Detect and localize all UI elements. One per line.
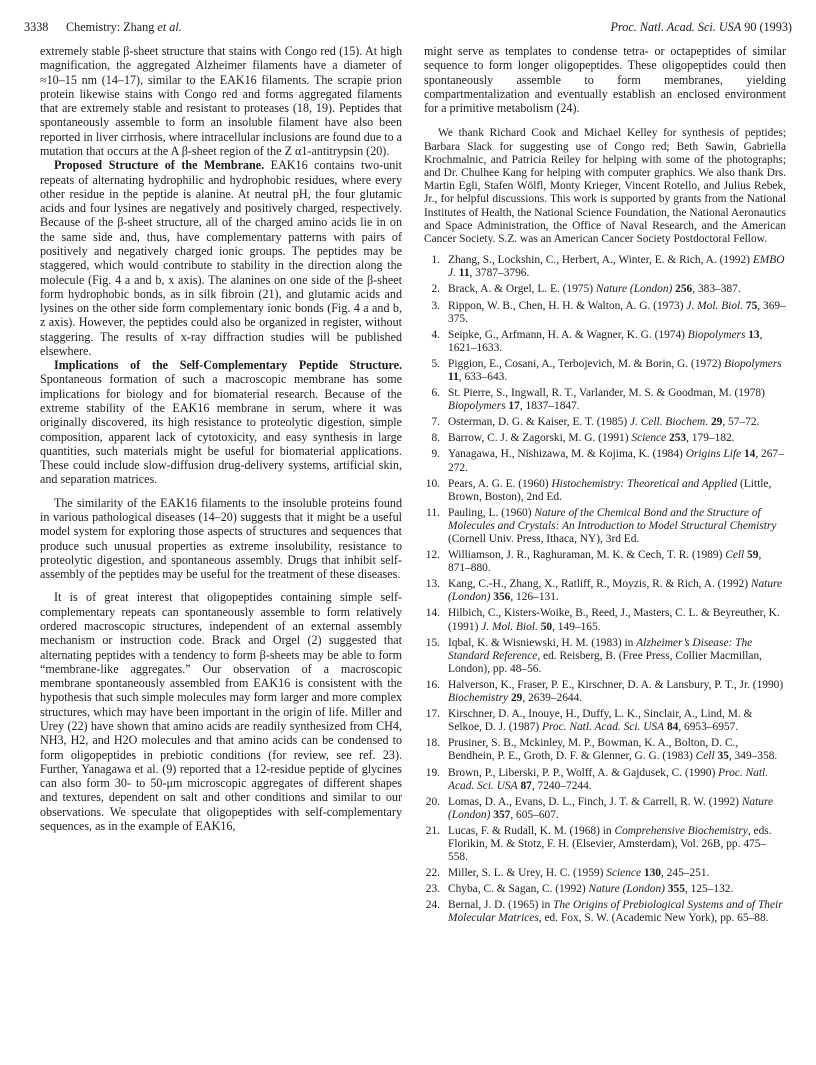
- reference-journal: Biopolymers: [687, 328, 746, 341]
- reference-item: [424, 507, 786, 546]
- reference-volume: 356: [490, 591, 511, 604]
- references-list: [424, 254, 786, 925]
- reference-authors: Piggion, E., Cosani, A., Terbojevich, M. & Borin, G. (1972): [448, 357, 725, 370]
- reference-item: [424, 899, 786, 925]
- reference-authors: Chyba, C. & Sagan, C. (1992): [448, 883, 589, 896]
- paragraph-implications: [40, 358, 402, 487]
- reference-pages: (Little, Brown, Boston), 2nd Ed.: [448, 477, 772, 503]
- reference-pages: , 149–165.: [552, 620, 601, 633]
- reference-number: 3.: [431, 299, 440, 312]
- reference-journal: Science: [631, 432, 667, 445]
- reference-number: 8.: [431, 432, 440, 445]
- reference-pages: , 3787–3796.: [469, 267, 530, 280]
- reference-number: 22.: [425, 867, 440, 880]
- reference-item: [424, 329, 786, 355]
- reference-number: 23.: [425, 883, 440, 896]
- reference-item: [424, 254, 786, 280]
- paragraph-structure: [40, 158, 402, 358]
- reference-authors: Iqbal, K. & Wisniewski, H. M. (1983) in: [448, 636, 637, 649]
- reference-volume: 14: [741, 448, 756, 461]
- reference-pages: , 871–880.: [448, 549, 762, 575]
- reference-journal: Cell: [725, 549, 745, 562]
- reference-item: [424, 578, 786, 604]
- reference-number: 15.: [425, 636, 440, 649]
- reference-volume: 13: [745, 328, 760, 341]
- acknowledgments: We thank Richard Cook and Michael Kelley for synthesis of peptides; Barbara Slack for suggesting use of Congo red; Beth Sawin, Gabriella Krochmalnic, and Patricia Reiley for helping with some of the photographs; and Dr. Chulhee Kang for helping with computer graphics. We also thank Drs. Martin Egli, Stafen Wölfl, Monty Krieger, Vincent Rotello, and Julius Rebek, Jr., for helpful discussions. This work is supported by grants from the National Institutes of Health, the National Science Foundation, the National Aeronautics and Space Administration, the Office of Naval Research, and the American Cancer Society. S.Z. was an American Cancer Society Postdoctoral Fellow.: [424, 127, 786, 246]
- reference-authors: Lucas, F. & Rudall, K. M. (1968) in: [448, 824, 615, 837]
- reference-volume: 130: [641, 867, 661, 880]
- reference-journal: Histochemistry: Theoretical and Applied: [551, 477, 738, 490]
- reference-item: [424, 637, 786, 676]
- page-number: 3338: [24, 20, 49, 34]
- reference-pages: , 605–607.: [510, 808, 559, 821]
- reference-item: [424, 300, 786, 326]
- section-etal: et al.: [157, 20, 182, 34]
- reference-volume: 75: [743, 299, 758, 312]
- reference-journal: Nature (London): [448, 795, 774, 821]
- reference-item: [424, 867, 786, 880]
- reference-pages: , ed. Fox, S. W. (Academic New York), pp. 65–88.: [538, 912, 769, 925]
- reference-authors: Kirschner, D. A., Inouye, H., Duffy, L. K., Sinclair, A., Lind, M. & Selkoe, D. J. (1987): [448, 708, 753, 734]
- reference-pages: (Cornell Univ. Press, Ithaca, NY), 3rd Ed.: [448, 533, 640, 546]
- paragraph-text: EAK16 contains two-unit repeats of alternating hydrophilic and hydrophobic residues, where every other residue in the peptide is alanine. At neutral pH, the four glutamic acids and four lysines are negatively and positively charged, respectively. Because of the β-sheet structure, all of the charged amino acids lie in on the same side and, thus, have complementary patterns with pairs of positively and negatively charged ionic groups. The peptides may be staggered, which would contribute to stability in the direction along the molecule (Fig. 4 a and b, x axis). The alanines on one side of the β-sheet form hydrophobic bonds, as in silk fibroin (21), and glutamic acids and lysines on the other side form complementary ionic bonds (Fig. 4 a and b, z axis). However, the peptides could also be organized in register, without staggering. The results of x-ray diffraction studies will be published elsewhere.: [40, 158, 403, 358]
- reference-number: 4.: [431, 328, 440, 341]
- reference-authors: Brown, P., Liberski, P. P., Wolff, A. & Gajdusek, C. (1990): [448, 766, 719, 779]
- reference-pages: , 57–72.: [722, 416, 760, 429]
- reference-authors: Brack, A. & Orgel, L. E. (1975): [448, 283, 596, 296]
- section-title: [66, 20, 182, 35]
- reference-item: [424, 387, 786, 413]
- reference-journal: Nature (London): [588, 883, 665, 896]
- reference-number: 12.: [425, 549, 440, 562]
- reference-authors: St. Pierre, S., Ingwall, R. T., Varlander, M. S. & Goodman, M. (1978): [448, 387, 765, 400]
- reference-authors: Pears, A. G. E. (1960): [448, 477, 552, 490]
- reference-journal: J. Mol. Biol.: [686, 299, 744, 312]
- reference-number: 19.: [425, 766, 440, 779]
- reference-journal: Comprehensive Biochemistry: [614, 824, 748, 837]
- reference-number: 10.: [425, 477, 440, 490]
- reference-item: [424, 549, 786, 575]
- reference-item: [424, 708, 786, 734]
- reference-journal: Origins Life: [685, 448, 742, 461]
- reference-item: [424, 607, 786, 633]
- reference-volume: 59: [744, 549, 759, 562]
- reference-authors: Williamson, J. R., Raghuraman, M. K. & Cech, T. R. (1989): [448, 549, 726, 562]
- reference-number: 5.: [431, 357, 440, 370]
- reference-pages: , 179–182.: [686, 432, 735, 445]
- reference-number: 9.: [431, 448, 440, 461]
- reference-authors: Rippon, W. B., Chen, H. H. & Walton, A. G. (1973): [448, 299, 687, 312]
- left-column: [40, 44, 402, 833]
- reference-pages: , eds. Florikin, M. & Stotz, F. H. (Elsevier, Amsterdam), Vol. 26B, pp. 475–558.: [448, 824, 772, 864]
- reference-number: 14.: [425, 607, 440, 620]
- reference-number: 24.: [425, 899, 440, 912]
- reference-item: [424, 448, 786, 474]
- reference-volume: 256: [672, 283, 693, 296]
- reference-volume: 29: [508, 692, 523, 705]
- reference-authors: Prusiner, S. B., Mckinley, M. P., Bowman, K. A., Bolton, D. C., Bendhein, P. E., Groth, D. F. & Glenner, G. G. (1983): [448, 737, 739, 763]
- reference-item: [424, 358, 786, 384]
- reference-pages: , 383–387.: [692, 283, 741, 296]
- reference-journal: Nature (London): [595, 283, 673, 296]
- reference-volume: 11: [448, 370, 459, 383]
- reference-number: 6.: [431, 387, 440, 400]
- reference-journal: Alzheimer’s Disease: The Standard Reference: [448, 636, 753, 662]
- journal-citation: [611, 20, 792, 35]
- reference-volume: 29: [708, 416, 723, 429]
- reference-volume: 11: [455, 267, 470, 280]
- reference-journal: Nature (London): [448, 578, 783, 604]
- reference-volume: 357: [490, 808, 511, 821]
- journal-name: Proc. Natl. Acad. Sci. USA: [610, 20, 742, 34]
- reference-pages: , ed. Reisberg, B. (Free Press, Collier Macmillan, London), pp. 48–56.: [448, 649, 763, 675]
- reference-authors: Kang, C.-H., Zhang, X., Ratliff, R., Moyzis, R. & Rich, A. (1992): [448, 578, 751, 591]
- section-label: Chemistry: Zhang: [66, 20, 158, 34]
- reference-number: 16.: [425, 678, 440, 691]
- reference-pages: , 126–131.: [510, 591, 559, 604]
- running-header: [24, 20, 792, 40]
- reference-authors: Pauling, L. (1960): [448, 506, 535, 519]
- reference-authors: Seipke, G., Arfmann, H. A. & Wagner, K. G. (1974): [448, 328, 688, 341]
- reference-journal: J. Cell. Biochem.: [629, 416, 709, 429]
- reference-number: 1.: [431, 254, 440, 267]
- reference-item: [424, 478, 786, 504]
- reference-volume: 50: [537, 620, 553, 633]
- reference-journal: Cell: [695, 750, 715, 763]
- reference-journal: Biopolymers: [448, 400, 506, 413]
- reference-number: 21.: [425, 824, 440, 837]
- reference-pages: , 369–375.: [448, 299, 786, 325]
- reference-number: 13.: [425, 578, 440, 591]
- reference-authors: Hilbich, C., Kisters-Woike, B., Reed, J., Masters, C. L. & Beyreuther, K. (1991): [448, 607, 780, 633]
- reference-item: [424, 883, 786, 896]
- reference-authors: Osterman, D. G. & Kaiser, E. T. (1985): [448, 416, 630, 429]
- section-heading: Implications of the Self-Complementary Peptide Structure.: [54, 358, 402, 373]
- reference-journal: Proc. Natl. Acad. Sci. USA: [448, 766, 769, 792]
- reference-pages: , 1837–1847.: [519, 400, 580, 413]
- section-heading: Proposed Structure of the Membrane.: [54, 158, 265, 173]
- reference-volume: 35: [714, 750, 729, 763]
- reference-journal: EMBO J.: [448, 254, 785, 280]
- right-column: [424, 44, 786, 929]
- reference-journal: Proc. Natl. Acad. Sci. USA: [541, 721, 665, 734]
- reference-volume: 355: [664, 883, 685, 896]
- reference-journal: The Origins of Prebiological Systems and of Their Molecular Matrices: [448, 899, 783, 925]
- reference-volume: 17: [505, 400, 520, 413]
- reference-item: [424, 432, 786, 445]
- reference-volume: 84: [664, 721, 679, 734]
- reference-pages: , 2639–2644.: [522, 692, 583, 705]
- reference-journal: Science: [606, 867, 642, 880]
- reference-pages: , 349–358.: [728, 750, 778, 763]
- reference-authors: Halverson, K., Fraser, P. E., Kirschner, D. A. & Lansbury, P. T., Jr. (1990): [448, 678, 784, 691]
- reference-item: [424, 796, 786, 822]
- reference-number: 11.: [426, 506, 440, 519]
- reference-authors: Bernal, J. D. (1965) in: [448, 899, 554, 912]
- paragraph: might serve as templates to condense tetra- or octapeptides of similar sequence to form longer oligopeptides. These oligopeptides could then spontaneously assemble to form membranes, yielding compartmentalization and eventually establish an enclosed environment for a primitive metabolism (24).: [424, 44, 786, 116]
- reference-authors: Miller, S. L. & Urey, H. C. (1959): [448, 867, 607, 880]
- reference-volume: 253: [666, 432, 687, 445]
- reference-pages: , 1621–1633.: [448, 328, 763, 354]
- reference-journal: J. Mol. Biol.: [481, 620, 538, 633]
- reference-item: [424, 416, 786, 429]
- reference-number: 18.: [425, 737, 440, 750]
- reference-number: 2.: [431, 283, 440, 296]
- reference-pages: , 7240–7244.: [531, 779, 592, 792]
- reference-pages: , 6953–6957.: [678, 721, 739, 734]
- reference-number: 7.: [431, 416, 440, 429]
- journal-volume: 90 (1993): [741, 20, 792, 34]
- reference-item: [424, 767, 786, 793]
- reference-number: 17.: [425, 708, 440, 721]
- reference-pages: , 245–251.: [660, 867, 710, 880]
- reference-journal: Nature of the Chemical Bond and the Structure of Molecules and Crystals: An Introduction to Model Structural Chemistry: [448, 506, 777, 532]
- reference-number: 20.: [425, 795, 440, 808]
- reference-pages: , 267–272.: [448, 448, 784, 474]
- reference-authors: Barrow, C. J. & Zagorski, M. G. (1991): [448, 432, 632, 445]
- reference-item: [424, 679, 786, 705]
- reference-authors: Yanagawa, H., Nishizawa, M. & Kojima, K. (1984): [448, 448, 686, 461]
- reference-journal: Biochemistry: [448, 692, 509, 705]
- reference-authors: Lomas, D. A., Evans, D. L., Finch, J. T. & Carrell, R. W. (1992): [448, 795, 742, 808]
- reference-item: [424, 825, 786, 864]
- reference-item: [424, 283, 786, 296]
- paragraph-text: Spontaneous formation of such a macroscopic membrane has some implications for biology and for biomaterial research. Because of the extreme stability of the EAK16 membrane in serum, where it was originally discovered, its high resistance to proteolytic digestion, simple composition, apparent lack of cytotoxicity, and easy synthesis in large quantities, such materials might be useful for biomaterial applications. These could include slow-diffusion drug-delivery systems, artificial skin, and separation matrices.: [40, 372, 402, 487]
- reference-volume: 87: [517, 779, 532, 792]
- paragraph: It is of great interest that oligopeptides containing simple self-complementary repeats can spontaneously assemble to form relatively ordered macroscopic structures, independent of an external assembly mechanism or instruction code. Brack and Orgel (2) suggested that alternating peptides with a tendency to form β-sheets may be able to form “membrane-like aggregates.” Our observation of a macroscopic membrane spontaneously assembled from EAK16 is consistent with the hypothesis that such simple molecules may form larger and more complex structures, which may have been important in the origin of life. Miller and Urey (22) have shown that amino acids are readily synthesized from CH4, NH3, H2, and H2O molecules and that amino acids can be condensed to form oligopeptides in prebiotic conditions (for review, see ref. 23). Further, Yanagawa et al. (9) reported that a 12-residue peptide of glycines can also form 30- to 50-μm microscopic aggregates of different shapes and textures, dependent on salt and other conditions and similar to our observations. We speculate that oligopeptides with self-complementary sequences, as in the example of EAK16,: [40, 590, 402, 833]
- reference-pages: , 633–643.: [458, 370, 508, 383]
- reference-item: [424, 737, 786, 763]
- paragraph: extremely stable β-sheet structure that stains with Congo red (15). At high magnification, the aggregated Alzheimer filaments have a diameter of ≈10–15 nm (14–17), similar to the EAK16 filaments. The scrapie prion protein likewise stains with Congo red and forms aggregated filaments that are extremely stable and resistant to proteases (18, 19). Peptides that spontaneously assemble to form an insoluble filament have also been reported in liver cirrhosis, where intracellular inclusions are found due to a mutation that occurs at the A β-sheet region of the Z α1-antitrypsin (20).: [40, 44, 403, 158]
- reference-journal: Biopolymers: [724, 357, 782, 370]
- paragraph: The similarity of the EAK16 filaments to the insoluble proteins found in various pathological diseases (14–20) suggests that it might be a useful model system for exploring those aspects of structures and sequences that produce such unusual properties as extreme insolubility, resistance to proteolytic digestion, and spontaneous assembly. Drugs that inhibit self-assembly of the peptides may be useful for the treatment of these diseases.: [40, 495, 402, 582]
- reference-authors: Zhang, S., Lockshin, C., Herbert, A., Winter, E. & Rich, A. (1992): [448, 254, 753, 267]
- reference-pages: , 125–132.: [684, 883, 734, 896]
